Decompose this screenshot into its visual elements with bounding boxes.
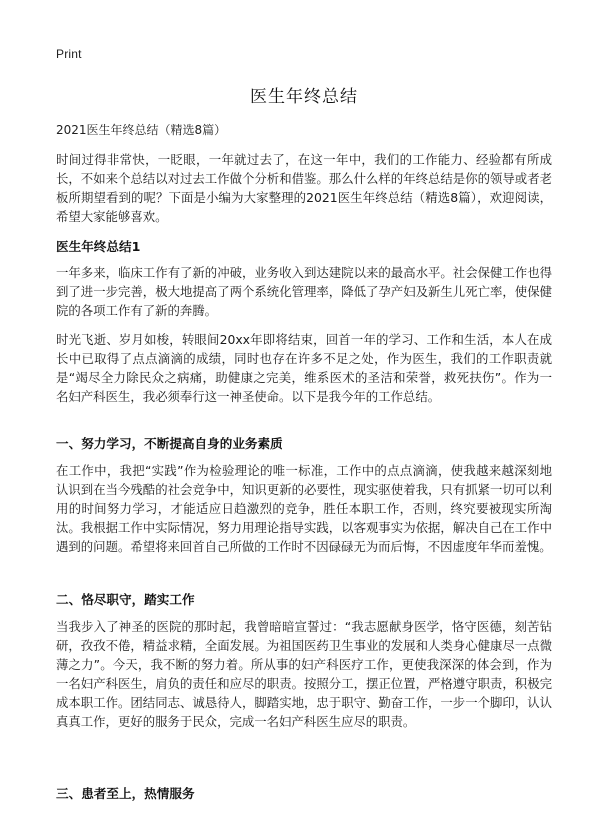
part-heading-3: 三、患者至上，热情服务 [56, 786, 195, 801]
print-label: Print [56, 47, 82, 61]
part-heading-2: 二、恪尽职守，踏实工作 [56, 592, 195, 607]
section1-paragraph-1: 一年多来，临床工作有了新的冲破，业务收入到达建院以来的最高水平。社会保健工作也得到了进一步完善，极大地提高了两个系统化管理率，降低了孕产妇及新生儿死亡率，使保健院的各项工作有了新的奔腾。 [56, 265, 552, 318]
part1-paragraph: 在工作中，我把“实践”作为检验理论的唯一标准，工作中的点点滴滴，使我越来越深刻地认识到在当今残酷的社会竞争中，知识更新的必要性，现实驱使着我，只有抓紧一切可以利用的时间努力学习，才能适应日趋激烈的竞争，胜任本职工作，否则，终究要被现实所淘汰。我根据工作中实际情况，努力用理论指导实践，以客观事实为依据，解决自己在工作中遇到的问题。希望将来回首自己所做的工作时不因碌碌无为而后悔，不因虚度年华而羞愧。 [56, 463, 552, 554]
document-title: 医生年终总结 [250, 87, 358, 107]
section1-paragraph-2: 时光飞逝、岁月如梭，转眼间20xx年即将结束，回首一年的学习、工作和生活，本人在成长中已取得了点点滴滴的成绩，同时也存在许多不足之处，作为医生，我们的工作职责就是“竭尽全力除民众之病痛，助健康之完美，维系医术的圣洁和荣誉，救死扶伤”。作为一名妇产科医生，我必须奉行这一神圣使命。以下是我今年的工作总结。 [56, 332, 552, 404]
intro-paragraph: 时间过得非常快，一眨眼，一年就过去了，在这一年中，我们的工作能力、经验都有所成长，不如来个总结以对过去工作做个分析和借鉴。那么什么样的年终总结是你的领导或者老板所期望看到的呢？下面是小编为大家整理的2021医生年终总结（精选8篇），欢迎阅读，希望大家能够喜欢。 [56, 152, 552, 224]
section-heading-1: 医生年终总结1 [56, 239, 141, 254]
document-subtitle: 2021医生年终总结（精选8篇） [56, 123, 227, 137]
part-heading-1: 一、努力学习，不断提高自身的业务素质 [56, 436, 283, 451]
part2-paragraph: 当我步入了神圣的医院的那时起，我曾暗暗宣誓过：“我志愿献身医学，恪守医德，刻苦钻研，孜孜不倦，精益求精，全面发展。为祖国医药卫生事业的发展和人类身心健康尽一点微薄之力”。今天，我不断的努力着。所从事的妇产科医疗工作，更使我深深的体会到，作为一名妇产科医生，肩负的责任和应尽的职责。按照分工，摆正位置，严格遵守职责，积极完成本职工作。团结同志、诚恳待人，脚踏实地，忠于职守、勤奋工作，一步一个脚印，认认真真工作，更好的服务于民众，完成一名妇产科医生应尽的职责。 [56, 619, 552, 729]
